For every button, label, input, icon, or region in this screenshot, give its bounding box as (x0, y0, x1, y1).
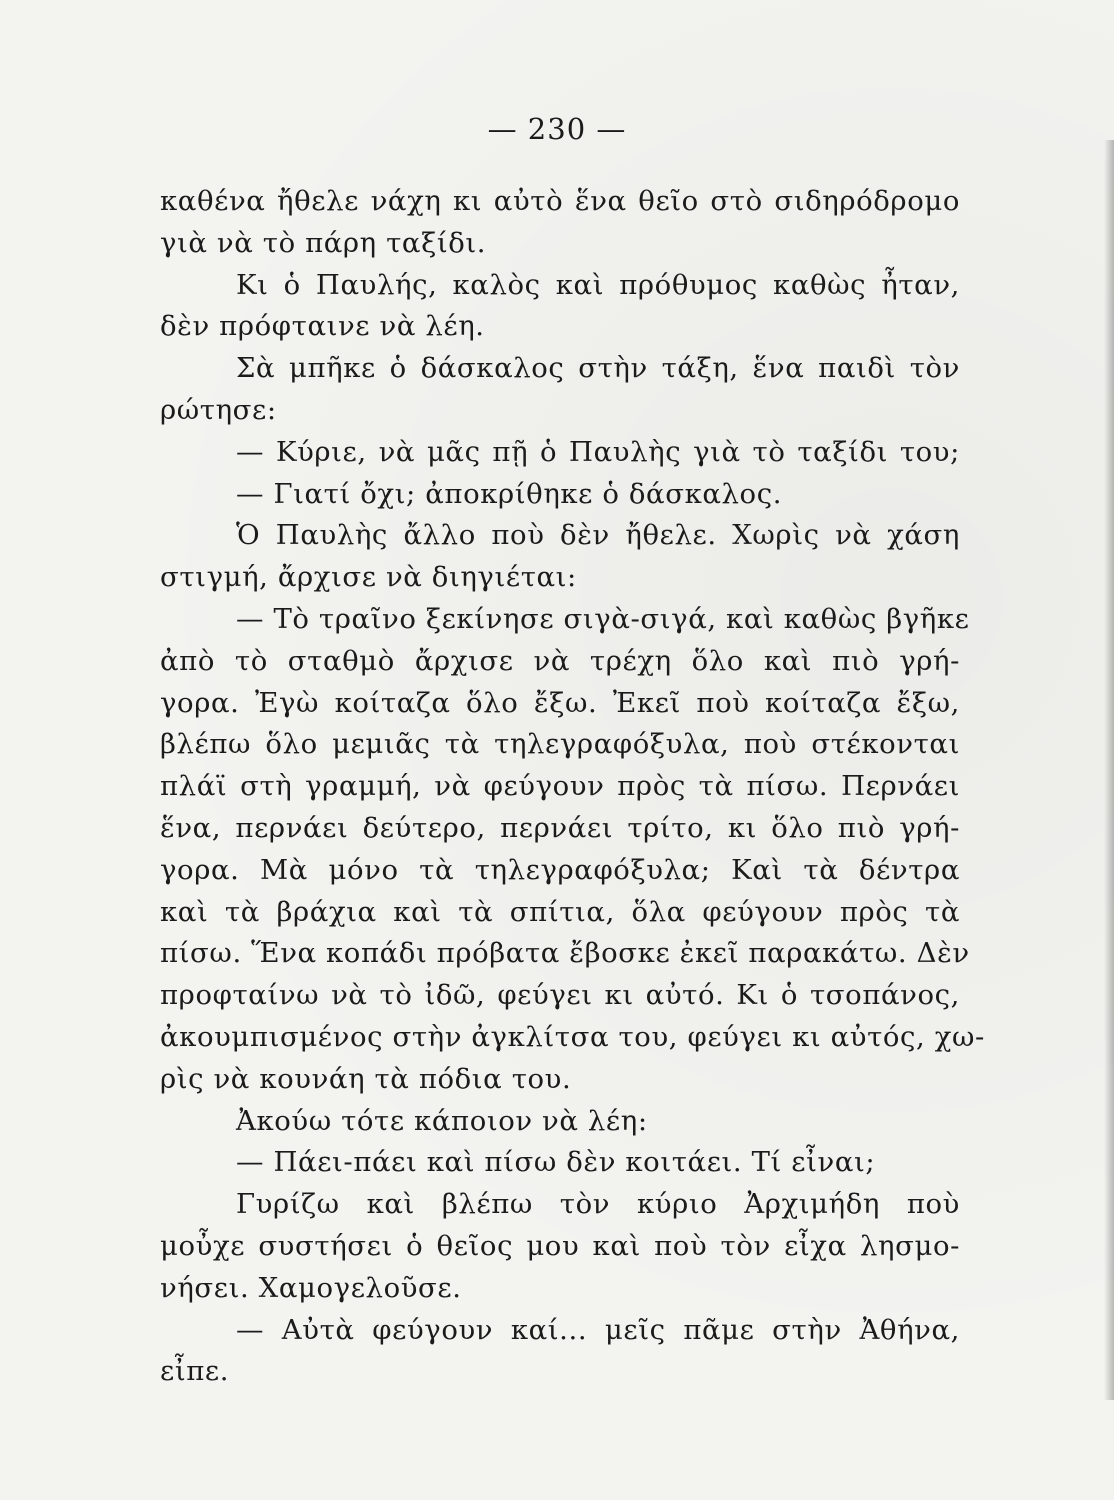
text-line: Γυρίζω καὶ βλέπω τὸν κύριο Ἀρχιμήδη ποὺ (236, 1188, 960, 1221)
page-number: — 230 — (487, 112, 627, 146)
body-text (160, 181, 985, 1393)
text-line: Ὁ Παυλὴς ἄλλο ποὺ δὲν ἤθελε. Χωρὶς νὰ χάση (236, 519, 960, 552)
text-line: μοὖχε συστήσει ὁ θεῖος μου καὶ ποὺ τὸν εἶχα λησμο- (160, 1229, 960, 1262)
text-line: — Αὐτὰ φεύγουν καί... μεῖς πᾶμε στὴν Ἀθήνα, (236, 1313, 960, 1346)
text-line: ἕνα, περνάει δεύτερο, περνάει τρίτο, κι ὅλο πιὸ γρή- (160, 811, 960, 844)
page-edge-shadow (1104, 140, 1114, 1400)
text-line: γορα. Μὰ μόνο τὰ τηλεγραφόξυλα; Καὶ τὰ δέντρα (160, 853, 960, 886)
text-line: — Τὸ τραῖνο ξεκίνησε σιγὰ-σιγά, καὶ καθὼς βγῆκε (236, 602, 970, 635)
text-line: — Γιατί ὄχι; ἀποκρίθηκε ὁ δάσκαλος. (236, 477, 783, 510)
text-line: Κι ὁ Παυλής, καλὸς καὶ πρόθυμος καθὼς ἦταν, (236, 268, 960, 301)
text-line: γορα. Ἐγὼ κοίταζα ὅλο ἔξω. Ἐκεῖ ποὺ κοίταζα ἔξω, (160, 686, 960, 719)
text-line: καθένα ἤθελε νάχη κι αὐτὸ ἕνα θεῖο στὸ σιδηρόδρομο (160, 185, 960, 217)
text-line: βλέπω ὅλο μεμιᾶς τὰ τηλεγραφόξυλα, ποὺ στέκονται (160, 728, 960, 761)
text-line: γιὰ νὰ τὸ πάρη ταξίδι. (160, 226, 487, 259)
text-line: πίσω. Ἕνα κοπάδι πρόβατα ἔβοσκε ἐκεῖ παρακάτω. Δὲν (160, 937, 970, 970)
text-line: ρώτησε: (160, 393, 277, 426)
text-line: πλάϊ στὴ γραμμή, νὰ φεύγουν πρὸς τὰ πίσω. Περνάει (160, 770, 960, 803)
text-line: Σὰ μπῆκε ὁ δάσκαλος στὴν τάξη, ἕνα παιδὶ τὸν (236, 352, 960, 385)
text-line: καὶ τὰ βράχια καὶ τὰ σπίτια, ὅλα φεύγουν πρὸς τὰ (160, 895, 960, 928)
text-line: εἶπε. (160, 1355, 230, 1388)
text-line: — Πάει-πάει καὶ πίσω δὲν κοιτάει. Τί εἶναι; (236, 1146, 876, 1179)
text-line: νήσει. Χαμογελοῦσε. (160, 1271, 462, 1304)
text-line: στιγμή, ἄρχισε νὰ διηγιέται: (160, 561, 577, 594)
text-line: προφταίνω νὰ τὸ ἰδῶ, φεύγει κι αὐτό. Κι ὁ τσοπάνος, (160, 979, 960, 1012)
text-line: ρὶς νὰ κουνάη τὰ πόδια του. (160, 1062, 572, 1095)
text-line: δὲν πρόφταινε νὰ λέη. (160, 310, 485, 343)
text-line: Ἀκούω τότε κάποιον νὰ λέη: (236, 1104, 648, 1137)
text-line: ἀπὸ τὸ σταθμὸ ἄρχισε νὰ τρέχη ὅλο καὶ πιὸ γρή- (160, 644, 960, 677)
text-line: — Κύριε, νὰ μᾶς πῇ ὁ Παυλὴς γιὰ τὸ ταξίδι του; (236, 435, 960, 468)
text-line: ἀκουμπισμένος στὴν ἀγκλίτσα του, φεύγει κι αὐτός, χω- (160, 1020, 985, 1053)
